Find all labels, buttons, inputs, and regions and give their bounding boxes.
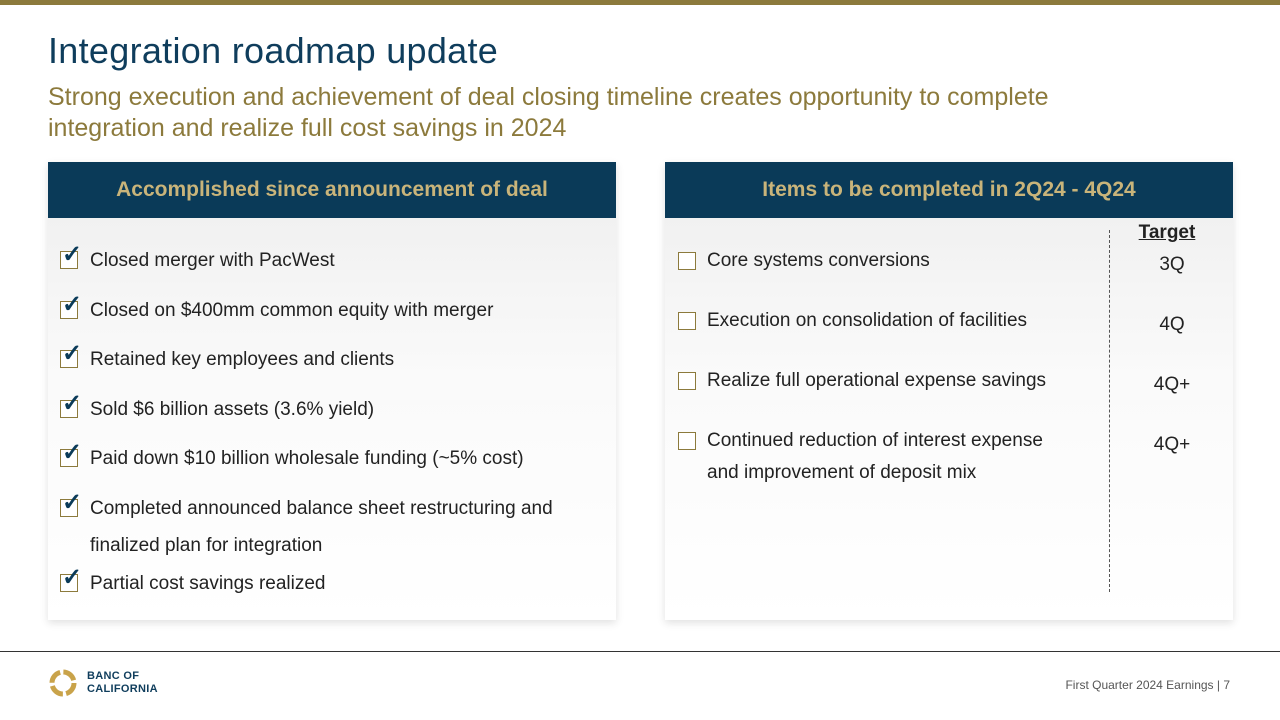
target-divider bbox=[1109, 230, 1110, 592]
checked-checkbox-icon bbox=[60, 489, 83, 517]
target-value: 4Q+ bbox=[1153, 434, 1191, 455]
checked-checkbox-icon bbox=[60, 439, 83, 467]
list-item-label: Closed on $400mm common equity with merger bbox=[90, 300, 494, 321]
list-item bbox=[60, 440, 524, 477]
empty-checkbox-icon bbox=[678, 312, 696, 330]
checkmark-icon: ✓ bbox=[62, 564, 83, 591]
checkmark-icon: ✓ bbox=[62, 241, 83, 268]
empty-checkbox-icon bbox=[678, 432, 696, 450]
list-item bbox=[60, 242, 335, 279]
empty-checkbox-icon bbox=[678, 372, 696, 390]
list-item-label: Core systems conversions bbox=[707, 250, 930, 271]
list-item bbox=[678, 305, 1027, 337]
target-value: 4Q+ bbox=[1153, 374, 1191, 395]
list-item bbox=[678, 365, 1046, 397]
accomplished-panel bbox=[48, 162, 616, 620]
to-be-completed-panel-body bbox=[665, 218, 1233, 620]
to-be-completed-panel bbox=[665, 162, 1233, 620]
list-item-label: Partial cost savings realized bbox=[90, 573, 326, 594]
list-item-label: Retained key employees and clients bbox=[90, 349, 395, 370]
checked-checkbox-icon bbox=[60, 241, 83, 269]
target-value: 3Q bbox=[1159, 254, 1185, 275]
banc-of-california-logo-icon bbox=[48, 668, 78, 698]
footer-page-label: First Quarter 2024 Earnings | 7 bbox=[1065, 678, 1230, 692]
empty-checkbox-icon bbox=[678, 252, 696, 270]
to-be-completed-panel-header: Items to be completed in 2Q24 - 4Q24 bbox=[665, 162, 1233, 218]
list-item bbox=[60, 292, 493, 329]
company-logo bbox=[48, 668, 158, 698]
list-item-label: Realize full operational expense savings bbox=[707, 370, 1047, 391]
logo-line-2: CALIFORNIA bbox=[87, 683, 158, 695]
footer-divider bbox=[0, 651, 1280, 652]
logo-line-1: BANC OF bbox=[87, 670, 140, 682]
checked-checkbox-icon bbox=[60, 291, 83, 319]
list-item-label: Completed announced balance sheet restructuring and finalized plan for integration bbox=[90, 498, 553, 556]
checkmark-icon: ✓ bbox=[62, 340, 83, 367]
list-item bbox=[678, 245, 930, 277]
list-item bbox=[678, 425, 1078, 489]
checkmark-icon: ✓ bbox=[62, 439, 83, 466]
list-item-label: Continued reduction of interest expense and improvement of deposit mix bbox=[707, 430, 1043, 483]
accomplished-panel-body bbox=[48, 218, 616, 620]
accomplished-panel-header: Accomplished since announcement of deal bbox=[48, 162, 616, 218]
checked-checkbox-icon bbox=[60, 390, 83, 418]
target-column-header: Target bbox=[1138, 222, 1196, 243]
checked-checkbox-icon bbox=[60, 340, 83, 368]
top-accent-bar bbox=[0, 0, 1280, 5]
list-item bbox=[60, 565, 326, 602]
page-subtitle: Strong execution and achievement of deal closing timeline creates opportunity to complete integration and realize full cost savings in 2024 bbox=[48, 83, 1049, 142]
list-item bbox=[60, 391, 374, 428]
checked-checkbox-icon bbox=[60, 564, 83, 592]
checkmark-icon: ✓ bbox=[62, 291, 83, 318]
page-title: Integration roadmap update bbox=[48, 30, 499, 71]
target-value: 4Q bbox=[1159, 314, 1185, 335]
logo-wordmark bbox=[87, 670, 158, 696]
list-item-label: Execution on consolidation of facilities bbox=[707, 310, 1028, 331]
list-item bbox=[60, 490, 560, 564]
checkmark-icon: ✓ bbox=[62, 489, 83, 516]
list-item-label: Paid down $10 billion wholesale funding (~5% cost) bbox=[90, 448, 524, 469]
checkmark-icon: ✓ bbox=[62, 390, 83, 417]
list-item-label: Sold $6 billion assets (3.6% yield) bbox=[90, 399, 375, 420]
list-item-label: Closed merger with PacWest bbox=[90, 250, 335, 271]
list-item bbox=[60, 341, 394, 378]
